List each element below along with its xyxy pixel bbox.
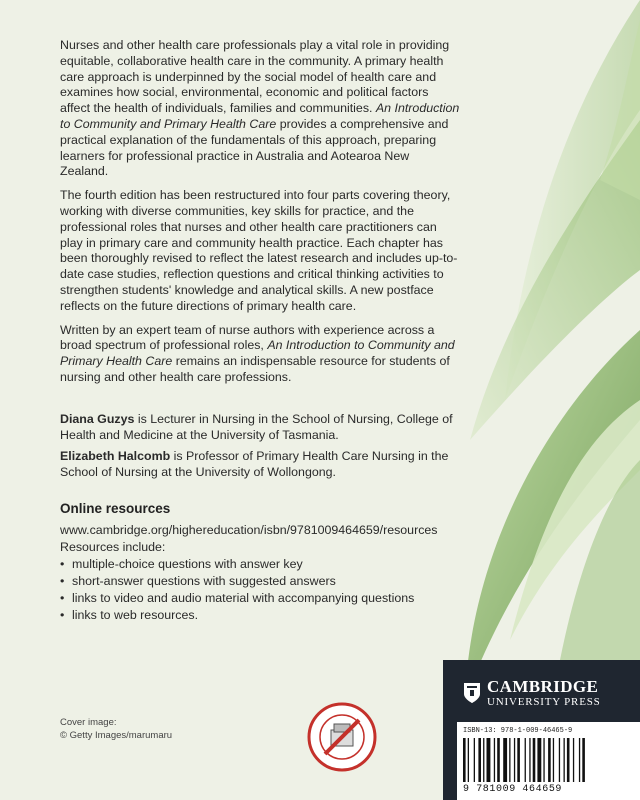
blurb-paragraph-2: The fourth edition has been restructured into four parts covering theory, working with diverse communities, key skills for practice, and the professional roles that nurses and other health care practitioners can play in primary care and community health practice. Each chapter has been thoroughly revised to reflect the latest research and includes up-to-date case studies, reflection questions and critical thinking activities to strengthen students' knowledge and analytical skills. A new postface reflects on the future directions of primary health care.	[60, 188, 458, 313]
book-title-inline: An Introduction to Community and Primary Health Care	[60, 101, 460, 131]
list-item: • links to video and audio material with accompanying questions	[60, 590, 415, 605]
list-item: • links to web resources.	[60, 607, 199, 622]
author-name: Diana Guzys	[60, 411, 135, 426]
copyright-seal-icon	[307, 702, 377, 772]
resources-list	[60, 556, 460, 624]
publisher-name-line2: UNIVERSITY PRESS	[487, 696, 601, 708]
blurb-paragraph-3	[60, 323, 460, 386]
cover-image-credit	[60, 716, 172, 742]
author-name: Elizabeth Halcomb	[60, 449, 171, 464]
list-item: • multiple-choice questions with answer key	[60, 556, 303, 571]
author-bio	[60, 449, 460, 481]
resources-url[interactable]: www.cambridge.org/highereducation/isbn/9781009464659/resources	[60, 522, 438, 537]
book-title-inline: An Introduction to Community and Primary Health Care	[60, 338, 455, 369]
author-bio	[60, 412, 460, 444]
blurb-p3-text-continued: remains an indispensable resource for students of nursing and other health care professions.	[60, 354, 450, 384]
publisher-panel	[443, 660, 640, 800]
barcode-panel	[457, 722, 640, 800]
bullet-icon: •	[60, 590, 65, 605]
online-resources-heading: Online resources	[60, 500, 171, 516]
blurb-p1-text: Nurses and other health care professionals play a vital role in providing equitable, collaborative health care in the community. A primary health care approach is underpinned by the social model of health care and examines how social, environmental, economic and political factors affect the health of individuals, families and communities.	[60, 38, 450, 116]
list-item: • short-answer questions with suggested answers	[60, 573, 336, 588]
cambridge-crest-icon	[463, 682, 481, 704]
author-bio-text: is Professor of Primary Health Care Nursing in the School of Nursing at the University of Wollongong.	[60, 449, 449, 480]
blurb-p3-text: Written by an expert team of nurse authors with experience across a broad spectrum of professional roles,	[60, 322, 435, 353]
author-bio-text: is Lecturer in Nursing in the School of Nursing, College of Health and Medicine at the University of Tasmania.	[60, 411, 453, 442]
bullet-icon: •	[60, 607, 65, 622]
barcode-number: 9 781009 464659	[463, 784, 563, 795]
bullet-icon: •	[60, 573, 65, 588]
blurb-paragraph-1	[60, 38, 460, 180]
blurb-p1-text-continued: provides a comprehensive and practical explanation of the fundamentals of this approach, preparing learners for professional practice in Australia and Aotearoa New Zealand.	[60, 116, 449, 179]
barcode-icon	[463, 738, 633, 782]
publisher-name	[487, 678, 601, 709]
publisher-name-line1: CAMBRIDGE	[487, 677, 599, 696]
isbn-label: ISBN-13: 978-1-009-46465-9	[463, 727, 573, 735]
back-cover-text	[60, 38, 460, 624]
resources-intro: Resources include:	[60, 539, 166, 554]
cover-credit-source: © Getty Images/marumaru	[60, 730, 173, 741]
bullet-icon: •	[60, 556, 65, 571]
cover-credit-label: Cover image:	[60, 717, 117, 728]
